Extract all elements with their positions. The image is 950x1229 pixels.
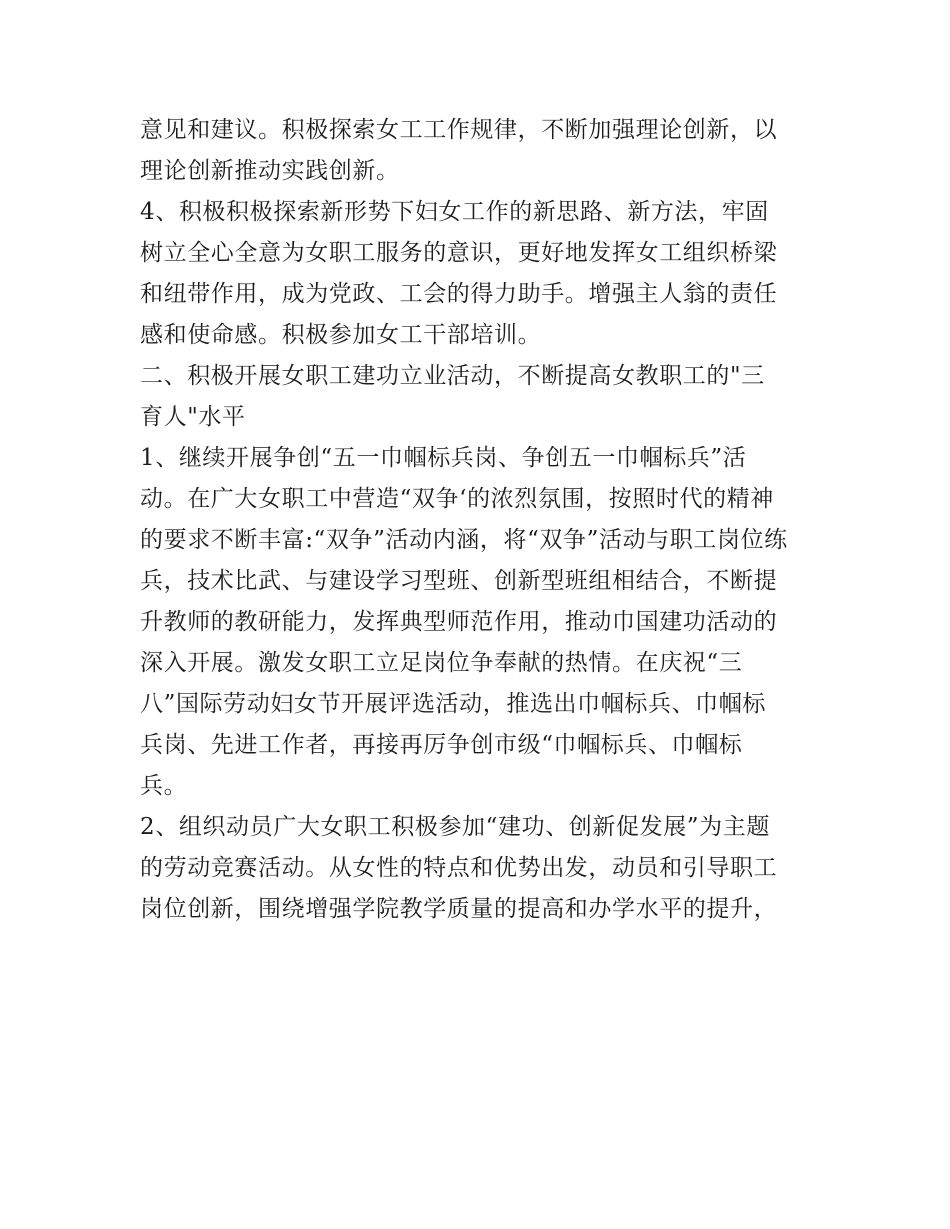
text-line: 2、组织动员广大女职工积极参加“建功、创新促发展”为主题 <box>140 814 770 840</box>
text-line: 八”国际劳动妇女节开展评选活动，推选出巾帼标兵、巾帼标 <box>140 691 766 717</box>
text-line: 二、积极开展女职工建功立业活动，不断提高女教职工的"三 <box>140 363 765 389</box>
text-line: 理论创新推动实践创新。 <box>140 158 400 184</box>
text-line: 的要求不断丰富:“双争”活动内涵，将“双争”活动与职工岗位练 <box>140 527 788 553</box>
text-line: 树立全心全意为女职工服务的意识，更好地发挥女工组织桥梁 <box>140 240 778 266</box>
text-line: 兵。 <box>140 773 188 799</box>
text-line: 动。在广大女职工中营造“双争‘的浓烈氛围，按照时代的精神 <box>140 486 774 512</box>
text-line: 的劳动竞赛活动。从女性的特点和优势出发，动员和引导职工 <box>140 855 778 881</box>
text-line: 和纽带作用，成为党政、工会的得力助手。增强主人翁的责任 <box>140 281 778 307</box>
text-line: 兵，技术比武、与建设学习型班、创新型班组相结合，不断提 <box>140 568 778 594</box>
text-line: 兵岗、先进工作者，再接再厉争创市级“巾帼标兵、巾帼标 <box>140 732 743 758</box>
text-line: 感和使命感。积极参加女工干部培训。 <box>140 322 542 348</box>
text-line: 4、积极积极探索新形势下妇女工作的新思路、新方法，牢固 <box>140 199 769 225</box>
text-line: 升教师的教研能力，发挥典型师范作用，推动巾国建功活动的 <box>140 609 778 635</box>
text-line: 育人"水平 <box>140 404 246 430</box>
text-line: 1、继续开展争创“五一巾帼标兵岗、争创五一巾帼标兵”活 <box>140 445 747 471</box>
text-line: 意见和建议。积极探索女工工作规律，不断加强理论创新，以 <box>140 117 778 143</box>
text-line: 岗位创新，围绕增强学院教学质量的提高和办学水平的提升， <box>140 896 778 922</box>
text-line: 深入开展。激发女职工立足岗位争奉献的热情。在庆祝“三 <box>140 650 743 676</box>
document-body <box>140 110 820 930</box>
